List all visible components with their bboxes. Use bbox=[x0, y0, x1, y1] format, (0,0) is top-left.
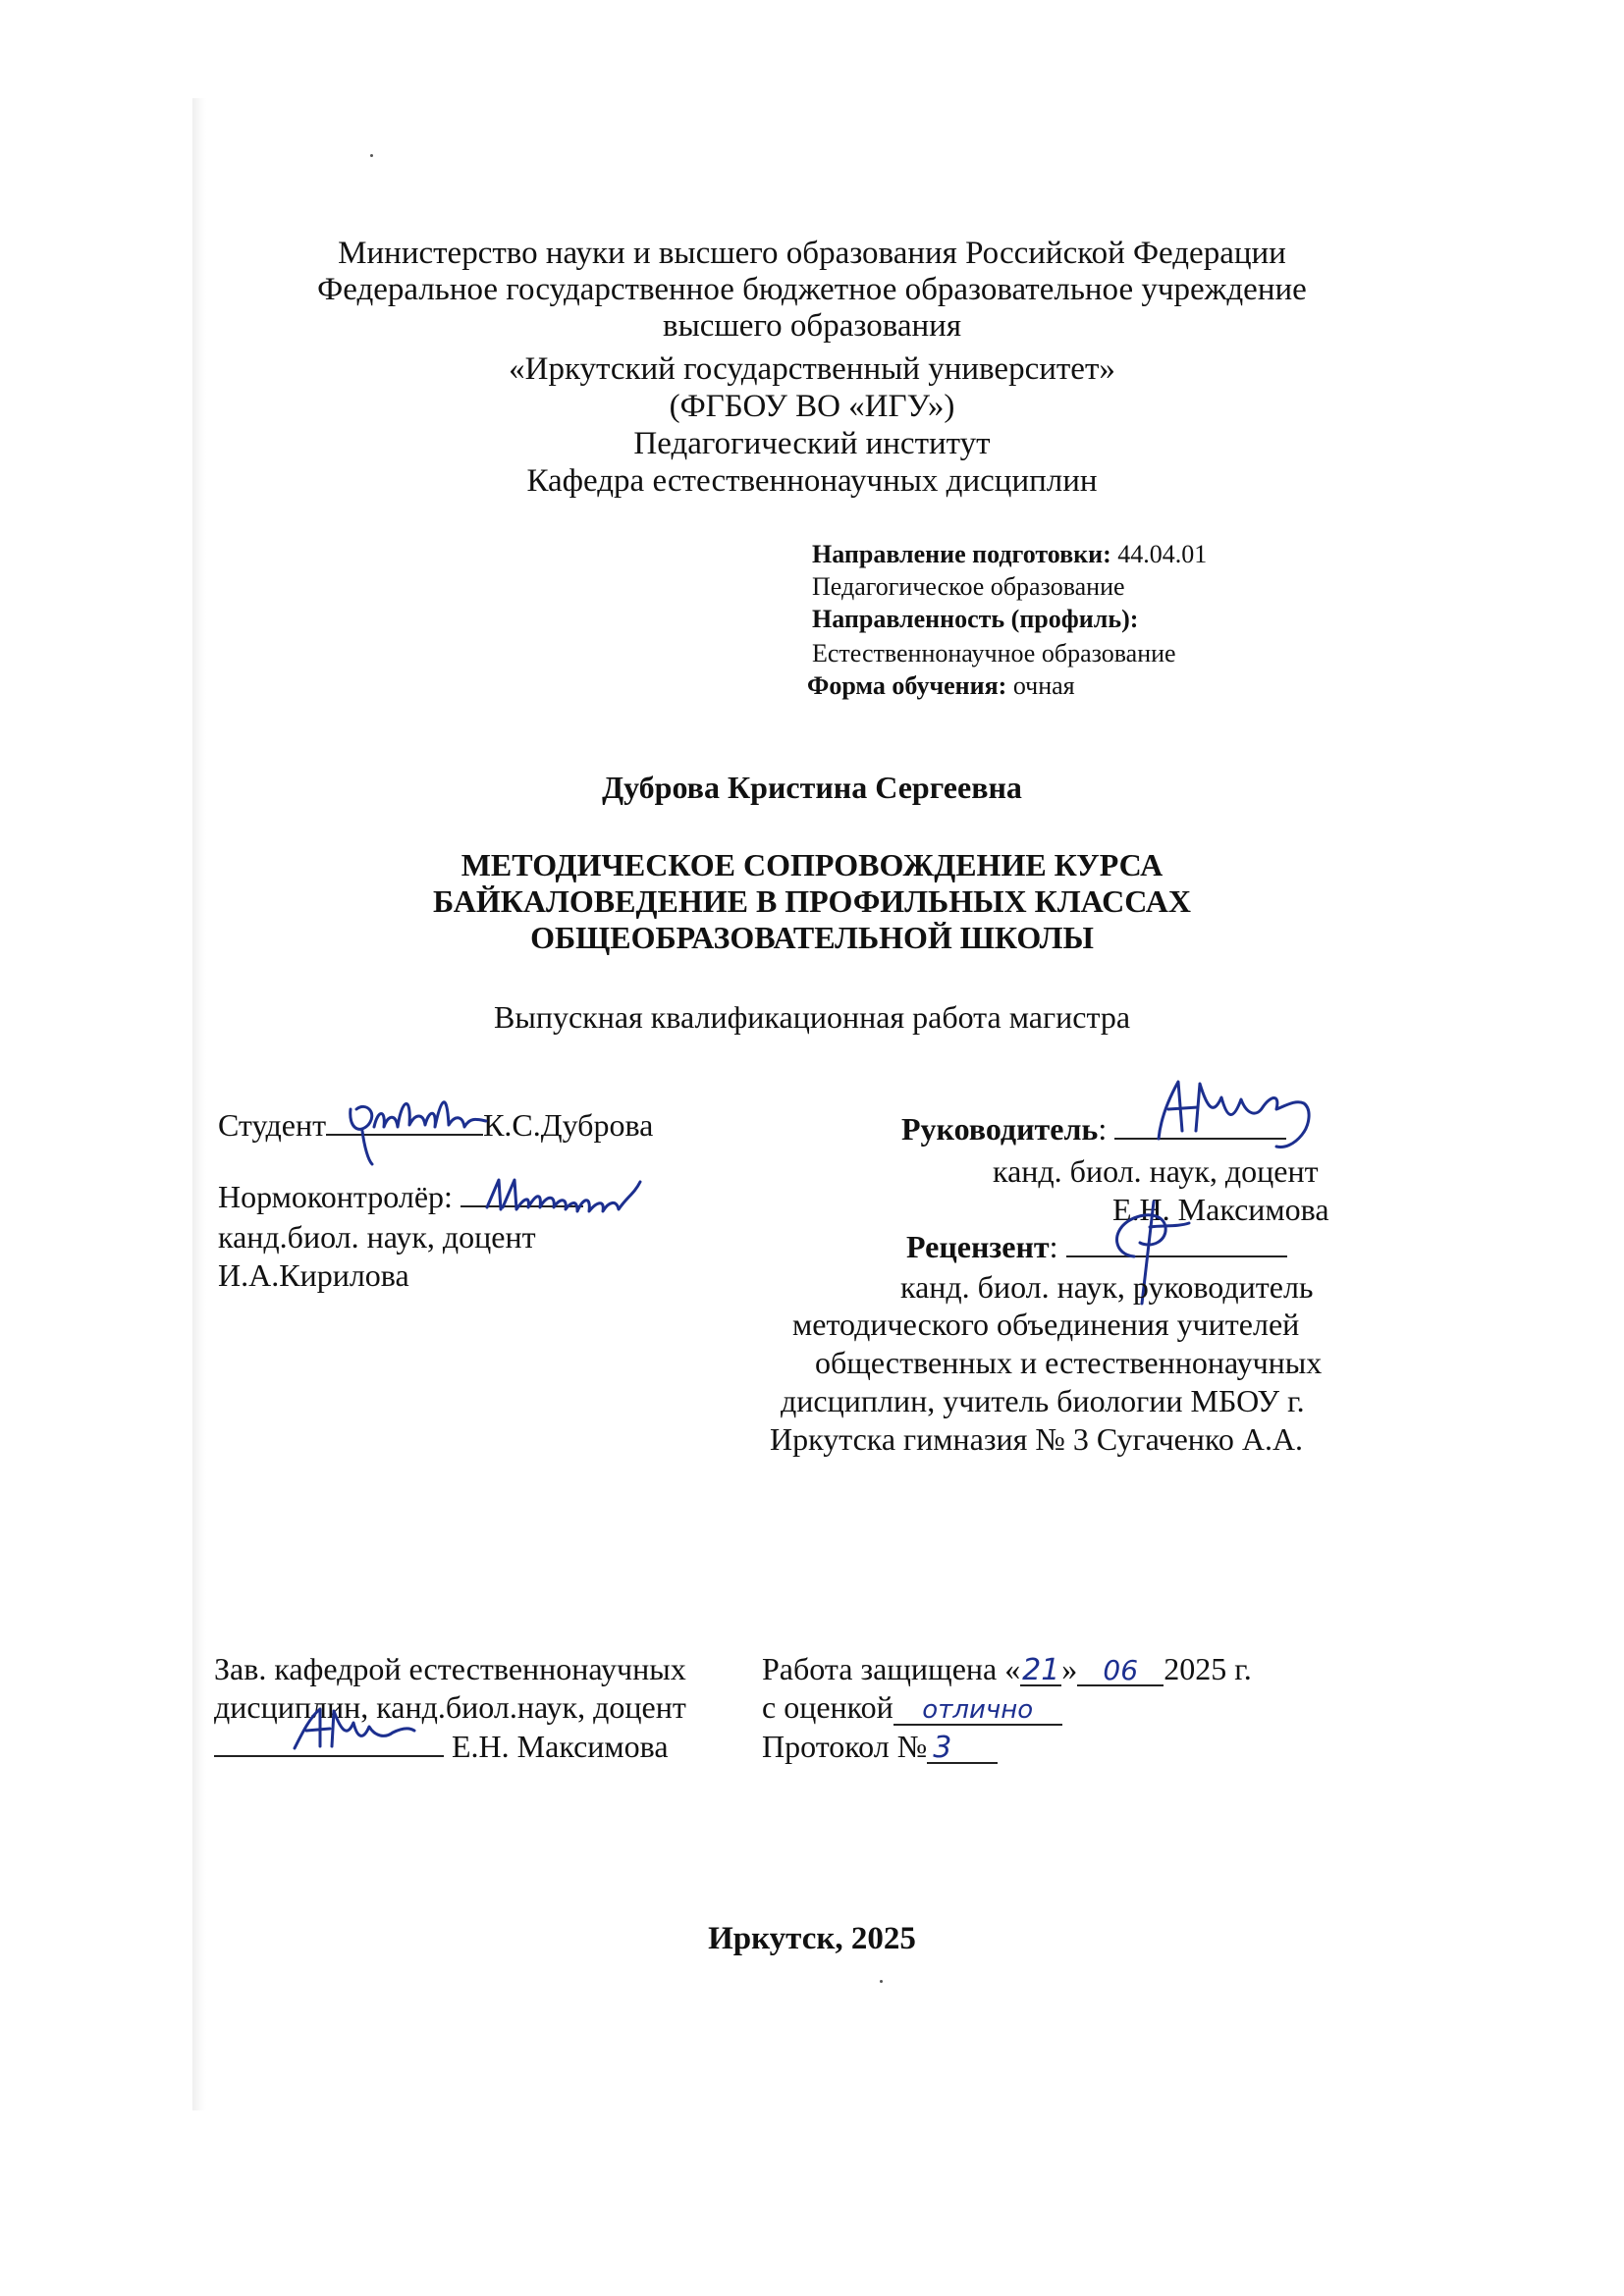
direction-name: Педагогическое образование bbox=[812, 572, 1125, 601]
reviewer-line-1: канд. биол. наук, руководитель bbox=[900, 1269, 1314, 1305]
normocontrol-signature bbox=[481, 1168, 658, 1227]
defense-month: 06 bbox=[1077, 1659, 1164, 1686]
head-dept-line-1: Зав. кафедрой естественнонаучных bbox=[214, 1651, 686, 1686]
profile-value: Естественнонаучное образование bbox=[812, 639, 1176, 667]
direction-label: Направление подготовки: bbox=[812, 540, 1111, 568]
protocol-line bbox=[762, 1729, 998, 1764]
normocontrol-name: И.А.Кирилова bbox=[218, 1257, 409, 1293]
grade-label: с оценкой bbox=[762, 1689, 893, 1725]
defense-label: Работа защищена « bbox=[762, 1651, 1021, 1686]
normocontrol-degree: канд.биол. наук, доцент bbox=[218, 1219, 536, 1255]
profile-label: Направленность (профиль): bbox=[812, 605, 1139, 633]
supervisor-signature bbox=[1139, 1070, 1326, 1158]
header-university: «Иркутский государственный университет» bbox=[509, 351, 1115, 387]
city-year: Иркутск, 2025 bbox=[708, 1921, 916, 1956]
head-dept-signature bbox=[285, 1703, 422, 1762]
header-institution-type: Федеральное государственное бюджетное образовательное учреждение bbox=[317, 272, 1307, 307]
thesis-title-line-2: БАЙКАЛОВЕДЕНИЕ В ПРОФИЛЬНЫХ КЛАССАХ bbox=[432, 883, 1192, 919]
work-type: Выпускная квалификационная работа магистра bbox=[493, 999, 1131, 1035]
protocol-number: 3 bbox=[927, 1736, 998, 1764]
reviewer-line-2: методического объединения учителей bbox=[792, 1307, 1300, 1342]
scan-speck bbox=[370, 154, 373, 157]
supervisor-label: Руководитель bbox=[901, 1111, 1099, 1147]
head-dept-signature-line bbox=[214, 1729, 669, 1764]
supervisor-degree: канд. биол. наук, доцент bbox=[993, 1153, 1319, 1189]
defense-day: 21 bbox=[1022, 1653, 1060, 1687]
header-institute: Педагогический институт bbox=[633, 426, 991, 461]
header-department: Кафедра естественнонаучных дисциплин bbox=[526, 463, 1098, 499]
study-form-value: очная bbox=[1012, 671, 1075, 700]
defense-line: Работа защищена «21» 06 2025 г. bbox=[762, 1651, 1252, 1687]
reviewer-line: Рецензент: bbox=[906, 1229, 1287, 1264]
student-label: Студент bbox=[218, 1107, 327, 1143]
header-ministry: Министерство науки и высшего образования Российской Федерации bbox=[338, 236, 1286, 271]
reviewer-line-5: Иркутска гимназия № 3 Сугаченко А.А. bbox=[770, 1421, 1304, 1457]
reviewer-line-4: дисциплин, учитель биологии МБОУ г. bbox=[781, 1383, 1305, 1418]
grade-value: отлично bbox=[893, 1698, 1062, 1726]
student-signature bbox=[339, 1070, 506, 1168]
student-name: К.С.Дуброва bbox=[483, 1107, 654, 1143]
protocol-label: Протокол № bbox=[762, 1729, 928, 1764]
direction-code: 44.04.01 bbox=[1117, 540, 1208, 568]
grade-line bbox=[762, 1689, 1062, 1726]
direction-line bbox=[812, 539, 1207, 569]
study-form-line bbox=[807, 670, 1075, 701]
scan-speck bbox=[880, 1980, 883, 1983]
supervisor-line: Руководитель: bbox=[901, 1111, 1286, 1147]
header-education-level: высшего образования bbox=[663, 308, 961, 344]
normocontrol-label: Нормоконтролёр: bbox=[218, 1179, 453, 1214]
thesis-title-line-1: МЕТОДИЧЕСКОЕ СОПРОВОЖДЕНИЕ КУРСА bbox=[460, 847, 1164, 882]
reviewer-label: Рецензент bbox=[906, 1229, 1050, 1264]
head-dept-line-2: дисциплин, канд.биол.наук, доцент bbox=[214, 1689, 686, 1725]
reviewer-line-3: общественных и естественнонаучных bbox=[815, 1345, 1323, 1380]
study-form-label: Форма обучения: bbox=[807, 671, 1007, 700]
header-university-abbr: (ФГБОУ ВО «ИГУ») bbox=[669, 389, 955, 424]
head-dept-name: Е.Н. Максимова bbox=[452, 1729, 669, 1764]
thesis-title-line-3: ОБЩЕОБРАЗОВАТЕЛЬНОЙ ШКОЛЫ bbox=[530, 920, 1094, 955]
author-name: Дуброва Кристина Сергеевна bbox=[602, 770, 1022, 805]
supervisor-name: Е.Н. Максимова bbox=[1112, 1192, 1329, 1227]
defense-year: 2025 г. bbox=[1164, 1651, 1252, 1686]
